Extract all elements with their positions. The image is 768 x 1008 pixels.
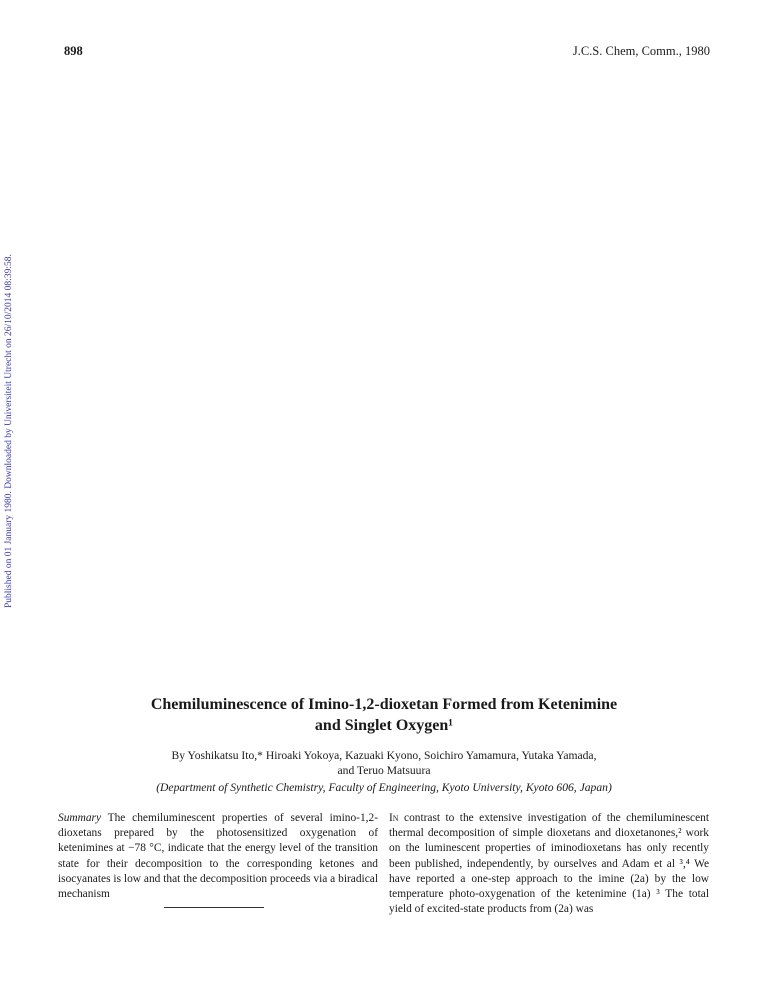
summary-divider — [164, 907, 264, 908]
summary-text: The chemiluminescent properties of several imino-1,2-dioxetans prepared by the photosensitized oxygenation of ketenimines at −78 °C, indicate that the energy level of the transition state for their decomposition to the corresponding ketones and isocyanates is low and that the decomposition proceeds via a biradical mechanism — [58, 812, 378, 901]
summary-paragraph — [58, 811, 378, 902]
title-line-2: and Singlet Oxygen¹ — [314, 717, 454, 734]
title-line-1: Chemiluminescence of Imino-1,2-dioxetan Formed from Ketenimine — [150, 696, 618, 713]
authors-line-2: and Teruo Matsuura — [337, 764, 431, 777]
margin-note-text: Published on 01 January 1980. Downloaded by Universiteit Utrecht on 26/10/2014 08:39:58. — [4, 254, 14, 608]
author-list — [70, 748, 698, 778]
body-text: contrast to the extensive investigation of the chemiluminescent thermal decomposition of simple dioxetans and dioxetanones,² work on the luminescent properties of iminodioxetans has only recently been published, independently, by ourselves and Adam et al ³,⁴ We have reported a one-step approach to the imine (2a) by the low temperature photo-oxygenation of the ketenimine (1a) ³ The total yield of excited-state products from (2a) was — [389, 812, 709, 916]
body-paragraph — [389, 811, 709, 917]
summary-label: Summary — [58, 812, 102, 824]
affiliation: (Department of Synthetic Chemistry, Faculty of Engineering, Kyoto University, Kyoto 606, Japan) — [156, 781, 612, 794]
download-margin-note — [2, 200, 16, 608]
journal-header: J.C.S. Chem, Comm., 1980 — [572, 44, 710, 58]
page-number: 898 — [64, 44, 83, 58]
authors-line-1: By Yoshikatsu Ito,* Hiroaki Yokoya, Kazuaki Kyono, Soichiro Yamamura, Yutaka Yamada, — [171, 749, 597, 762]
article-title — [70, 694, 698, 736]
body-lead-word: In — [389, 812, 399, 824]
